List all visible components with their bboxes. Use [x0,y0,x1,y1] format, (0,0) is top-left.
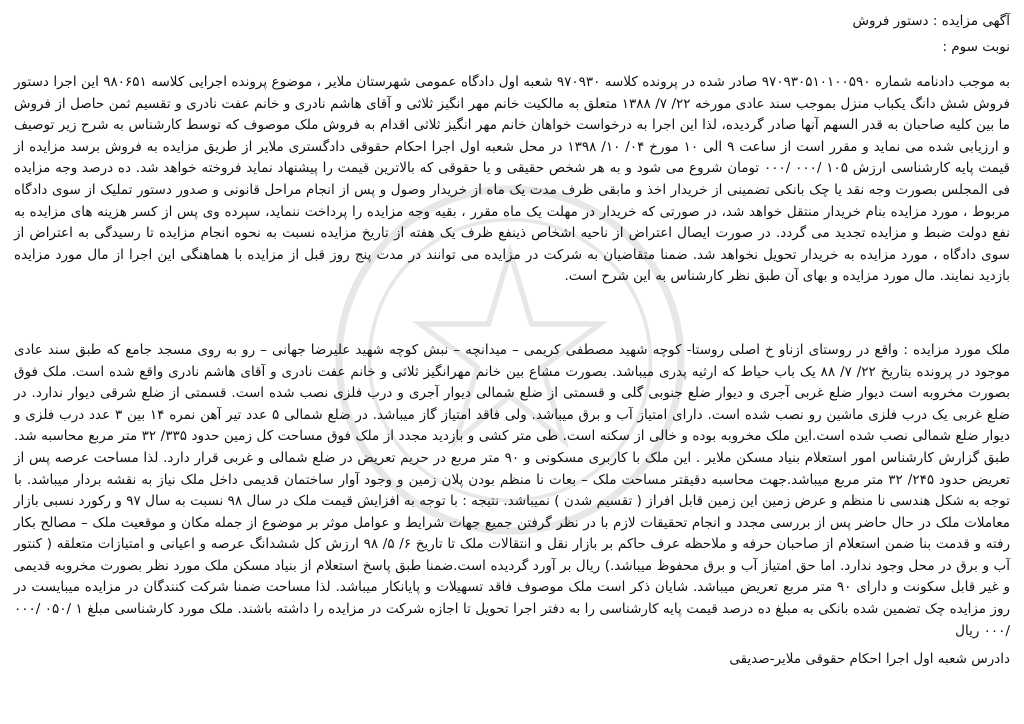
signature-line: دادرس شعبه اول اجرا احکام حقوقی ملایر-صدیقی [729,651,1010,668]
property-description-paragraph: ملک مورد مزایده : واقع در روستای ازناو خ اصلی روستا- کوچه شهید مصطفی کریمی – میدانچه – نبش کوچه شهید علیرضا جهانی – رو به روی مسجد جامع که طبق سند عادی موجود در پرونده بتاریخ ۲۲/ ۷/ ۸۸ یک باب حیاط که ارثیه پدری میباشد. بصورت مشاع بین خانم مهرانگیز ثلاثی و خانم عفت نادری و آقای هاشم نادری واقع شده است. ملک فوق بصورت مخروبه است دیوار ضلع غربی آجری و دیوار ضلع جنوبی گلی و قسمتی از ضلع شمالی دیوار آجری و درب فلزی نصب شده است. قسمتی از ضلع شرقی دیوار ندارد. در ضلع غربی یک درب فلزی ماشین رو نصب شده است. دارای امتیاز آب و برق میباشد. ولی فاقد امتیاز گاز میباشد. در ضلع شمالی ۵ عدد تیر آهن نمره ۱۴ بین ۳ عدد درب فلزی و دیوار ضلع شمالی نصب شده است.این ملک مخروبه بوده و خالی از سکنه است. طی متر کشی و بازدید مجدد از ملک فوق مساحت کل زمین حدود ۳۳۵/ ۳۲ متر مربع محاسبه شد. طبق گزارش کارشناس امور استعلام بنیاد مسکن ملایر . این ملک با کاربری مسکونی و ۹۰ متر مربع در حریم تعریض در ضلع شمالی و غربی قرار دارد. لذا مساحت عرصه پس از تعریض حدود ۲۴۵/ ۳۲ متر مربع میباشد.جهت محاسبه دقیقتر مساحت ملک – بعات نا منظم بودن پلان زمین و وجود آوار ساختمان قدیمی داخل ملک نیاز به نقشه بردار میباشد. با توجه به شکل هندسی نا منظم و عرض زمین این زمین قابل افراز ( تقسیم شدن ) نمیباشد. نتیجه : با توجه به افزایش قیمت ملک در سال ۹۸ نسبت به سال ۹۷ و رکورد نسبی بازار معاملات ملک در حال حاضر پس از بررسی مجدد و انجام تحقیقات لازم با در نظر گرفتن جمیع جهات شرایط و عوامل موثر بر موضوع از جمله مکان و موقعیت ملک – مصالح بکار رفته و قدمت بنا ضمن استعلام از صاحبان حرفه و ملاحظه عرف حاکم بر بازار نقل و انتقالات ملک تا تاریخ ۶/ ۵/ ۹۸ ارزش کل ششدانگ عرصه و اعیانی و امتیازات متعلقه ( کنتور آب و برق در محل وجود ندارد. اما حق امتیاز آب و برق محفوظ میباشد.) ریال بر آورد گردیده است.ضمنا طبق پاسخ استعلام از بنیاد مسکن ملک مورد نظر بصورت مخروبه قدیمی و غیر قابل سکونت و دارای ۹۰ متر مربع تعریض میباشد. شایان ذکر است ملک موصوف فاقد تسهیلات و پایانکار میباشد. لذا مساحت ضمنا شرکت کنندگان در مزایده میبایست در روز مزایده چک تضمین شده بانکی به مبلغ ده درصد قیمت پایه کارشناسی را به دفتر اجرا تحویل تا اجازه شرکت در مزایده را داشته باشند. ملک مورد کارشناسی مبلغ ۱ /۰۵۰ /۰۰۰ /۰۰۰ ریال [14,341,1011,639]
notice-title: آگهی مزایده : دستور فروش [852,13,1010,29]
notice-body-paragraph: به موجب دادنامه شماره ۹۷۰۹۳۰۵۱۰۱۰۰۵۹۰ صادر شده در پرونده کلاسه ۹۷۰۹۳۰ شعبه اول دادگاه عمومی شهرستان ملایر ، موضوع پرونده اجرایی کلاسه ۹۸۰۶۵۱ این اجرا دستور فروش شش دانگ یکباب منزل بموجب سند عادی مورخه ۲۲/ ۷/ ۱۳۸۸ متعلق به مالکیت خانم مهر انگیز ثلاثی و آقای هاشم نادری و خانم عفت نادری و تقسیم ثمن حاصل از فروش ما بین کلیه صاحبان به قدر السهم آنها صادر گردیده، لذا این اجرا به درخواست خواهان خانم مهر انگیز ثلاثی اقدام به فروش ملک موصوف که توسط کارشناس به شرح زیر توصیف و ارزیابی شده می نماید و مقرر است از ساعت ۹ الی ۱۰ مورخ ۰۴/ ۱۰/ ۱۳۹۸ در محل شعبه اول اجرا احکام حقوقی دادگستری ملایر از طریق مزایده به فروش برسد مزایده از قیمت پایه کارشناسی ارزش ۱۰۵ /۰۰۰ /۰۰۰ تومان شروع می شود و به هر شخص حقیقی و یا حقوقی که بالاترین قیمت را پیشنهاد نماید فروخته خواهد شد. ده درصد وجه مزایده فی المجلس بصورت وجه نقد یا چک بانکی تضمینی از خریدار اخذ و مابقی ظرف مدت یک ماه از خریدار وصول و پس از انجام مراحل قانونی و صدور دستور تملیک از سوی دادگاه مربوط ، مورد مزایده بنام خریدار منتقل خواهد شد، در صورتی که خریدار در مهلت یک ماه مقرر ، بقیه وجه مزایده را پرداخت ننماید، سپرده وی پس از کسر هزینه های مزایده به نفع دولت ضبط و مزایده تجدید می گردد. در صورت ایصال اعتراض از ناحیه اشخاص ذینفع ظرف یک هفته از تاریخ مزایده نسبت به نحوه انجام مزایده تا رسیدگی به اعتراض از سوی دادگاه ، مورد مزایده به خریدار تحویل نخواهد شد. ضمنا متقاضیان به شرکت در مزایده می توانند در مدت پنج روز قبل از مزایده با هماهنگی این اجرا از مال مورد مزایده بازدید نمایند. مال مورد مزایده و بهای آن طبق نظر کارشناس به این شرح است. [14,74,1011,285]
notice-round: نوبت سوم : [942,39,1010,55]
